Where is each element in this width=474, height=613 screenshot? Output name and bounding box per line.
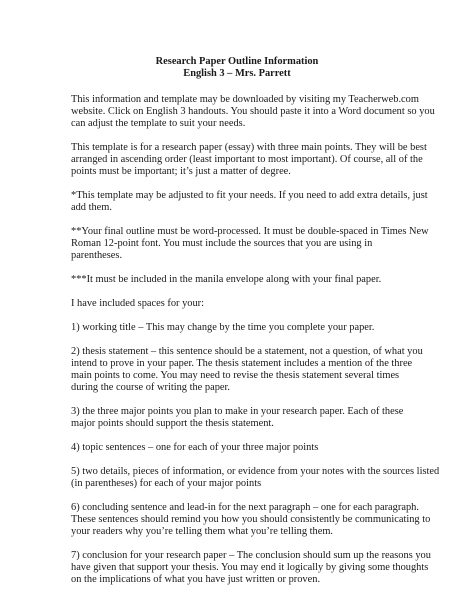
list-item: your readers why you’re telling them what you’re telling them. <box>71 526 333 537</box>
list-item: 7) conclusion for your research paper – The conclusion should sum up the reasons you <box>71 550 431 561</box>
note-line: add them. <box>71 202 112 213</box>
paragraph-line: arranged in ascending order (least important to most important). Of course, all of the <box>71 154 423 165</box>
note-line: **Your final outline must be word-processed. It must be double-spaced in Times New <box>71 226 429 237</box>
paragraph-line: website. Click on English 3 handouts. You should paste it into a Word document so you <box>71 106 435 117</box>
paragraph-line: This template is for a research paper (essay) with three main points. They will be best <box>71 142 427 153</box>
note-line: parentheses. <box>71 250 123 261</box>
list-item: 6) concluding sentence and lead-in for the next paragraph – one for each paragraph. <box>71 502 419 513</box>
note-line: ***It must be included in the manila envelope along with your final paper. <box>71 274 382 285</box>
list-item: 1) working title – This may change by the time you complete your paper. <box>71 322 375 333</box>
list-item: 2) thesis statement – this sentence should be a statement, not a question, of what you <box>71 346 423 357</box>
list-item: 5) two details, pieces of information, or evidence from your notes with the sources listed <box>71 466 440 477</box>
paragraph-line: I have included spaces for your: <box>71 298 205 309</box>
paragraph-line: can adjust the template to suit your needs. <box>71 118 246 129</box>
paragraph-line: This information and template may be downloaded by visiting my Teacherweb.com <box>71 94 419 105</box>
document-subtitle: English 3 – Mrs. Parrett <box>183 68 291 79</box>
note-line: *This template may be adjusted to fit your needs. If you need to add extra details, just <box>71 190 428 201</box>
document-title: Research Paper Outline Information <box>155 56 319 67</box>
list-item: These sentences should remind you how you should consistently be communicating to <box>71 514 431 525</box>
list-item: on the implications of what you have just written or proven. <box>71 574 321 585</box>
list-item: (in parentheses) for each of your major points <box>71 478 262 489</box>
list-item: intend to prove in your paper. The thesis statement includes a mention of the three <box>71 358 413 369</box>
list-item: have given that support your thesis. You may end it logically by giving some thoughts <box>71 562 429 573</box>
note-line: Roman 12-point font. You must include the sources that you are using in <box>71 238 373 249</box>
list-item: during the course of writing the paper. <box>71 382 230 393</box>
list-item: main points to come. You may need to revise the thesis statement several times <box>71 370 400 381</box>
list-item: major points should support the thesis statement. <box>71 418 274 429</box>
paragraph-line: points must be important; it’s just a matter of degree. <box>71 166 291 177</box>
list-item: 3) the three major points you plan to make in your research paper. Each of these <box>71 406 404 417</box>
list-item: 4) topic sentences – one for each of your three major points <box>71 442 319 453</box>
